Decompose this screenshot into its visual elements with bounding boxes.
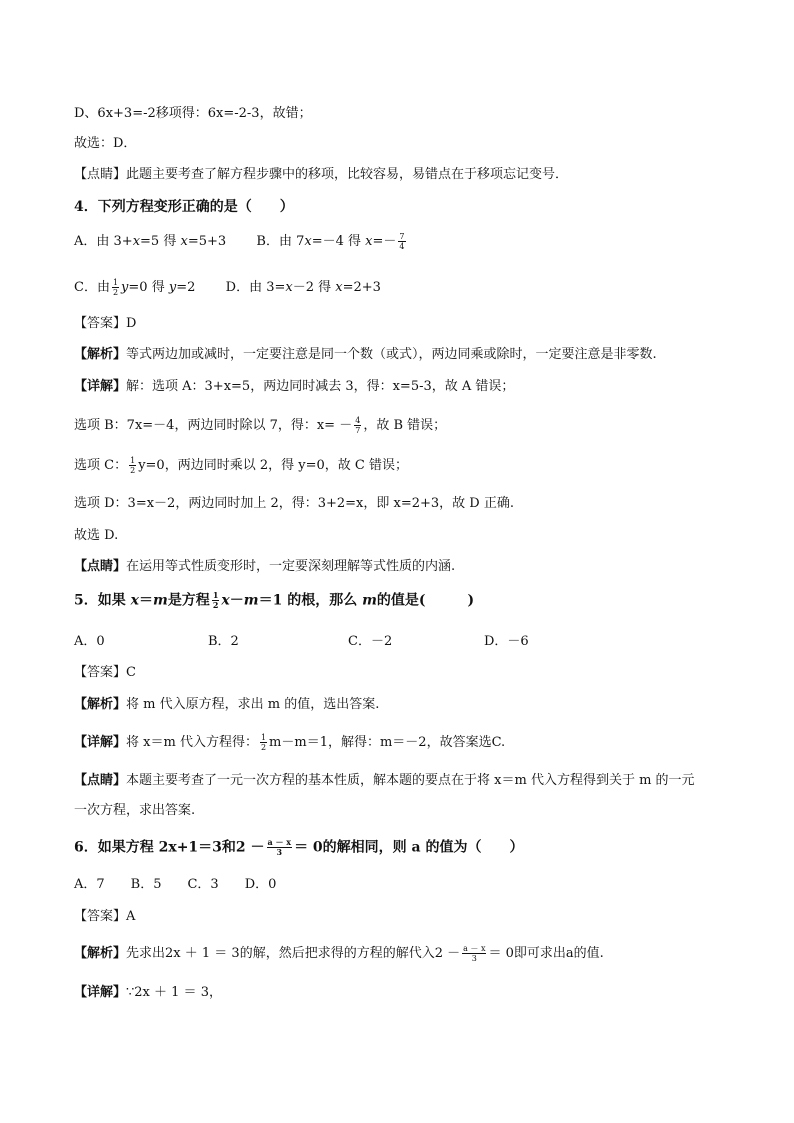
q5-tip: 【点睛】本题主要考查了一元一次方程的基本性质，解本题的要点在于将 x＝m 代入方程得到关于 m 的一元	[74, 773, 695, 788]
fraction: $\frac{1}{2}$	[260, 733, 267, 752]
q5-detail: 【详解】将 x＝m 代入方程得： $\frac{1}{2}$ m－m＝1，解得：m＝－2，故答案选C.	[74, 733, 506, 752]
q6-answer: 【答案】A	[74, 909, 136, 924]
q4-detail-b: 选项 B：7x=－4，两边同时除以 7，得：x= － $\frac{4}{7}$ ，故 B 错误；	[74, 416, 447, 435]
fraction: $\frac{7}{4}$	[399, 232, 405, 251]
q4-tip: 【点睛】在运用等式性质变形时，一定要深刻理解等式性质的内涵.	[74, 559, 456, 574]
q4-detail-d: 选项 D：3=x－2，两边同时加上 2，得：3+2=x，即 x=2+3，故 D 正确.	[74, 496, 514, 511]
q6-analysis: 【解析】先求出2x ＋ 1 ＝ 3的解，然后把求得的方程的解代入2 － $\frac{a - x}{3}$ ＝ 0即可求出a的值.	[74, 944, 604, 963]
fraction: $\frac{1}{2}$	[130, 456, 136, 475]
q5-analysis: 【解析】将 m 代入原方程，求出 m 的值，选出答案.	[74, 697, 380, 712]
fraction: $\frac{a - x}{3}$	[463, 944, 486, 963]
fraction: $\frac{a - x}{3}$	[267, 837, 292, 857]
q6-detail: 【详解】∵2x ＋ 1 ＝ 3，	[74, 985, 222, 1000]
q5-answer: 【答案】C	[74, 665, 136, 680]
q4-options-ab: A．由 3+x=5 得 x=5+3 B．由 7x=－4 得 x=－ $\frac{7}{4}$	[74, 232, 405, 251]
q4-detail-a: 【详解】解：选项 A：3+x=5，两边同时减去 3，得：x=5-3，故 A 错误；	[74, 379, 515, 394]
question-5-title: 5．如果 x＝m是方程 $\frac{1}{2}$ x－m＝1 的根，那么 m的值是( )	[74, 590, 475, 610]
fraction: $\frac{1}{2}$	[212, 590, 219, 610]
text-line: 故选：D．	[74, 136, 137, 151]
fraction: $\frac{4}{7}$	[355, 416, 361, 435]
q4-options-cd: C．由 $\frac{1}{2}$ y=0 得 y=2 D．由 3=x－2 得 x=2+3	[74, 278, 381, 297]
q4-choose: 故选 D.	[74, 528, 119, 543]
q4-detail-c: 选项 C： $\frac{1}{2}$ y=0，两边同时乘以 2，得 y=0，故 C 错误；	[74, 456, 408, 475]
q4-answer: 【答案】D	[74, 316, 137, 331]
q5-tip-cont: 一次方程，求出答案.	[74, 803, 196, 818]
fraction: $\frac{1}{2}$	[112, 278, 119, 297]
q4-analysis: 【解析】等式两边加或减时，一定要注意是同一个数（或式），两边同乘或除时，一定要注意是非零数.	[74, 347, 657, 362]
question-4-title: 4．下列方程变形正确的是（ ）	[74, 199, 294, 215]
q6-options: A．7 B．5 C．3 D．0	[74, 877, 277, 892]
text-line: 【点睛】此题主要考查了解方程步骤中的移项，比较容易，易错点在于移项忘记变号．	[74, 167, 569, 182]
text-line: D、6x+3=-2移项得：6x=-2-3，故错；	[74, 106, 312, 121]
question-6-title: 6．如果方程 2x+1＝3和2 － $\frac{a - x}{3}$ ＝ 0的解相同，则 a 的值为（ ）	[74, 837, 524, 857]
